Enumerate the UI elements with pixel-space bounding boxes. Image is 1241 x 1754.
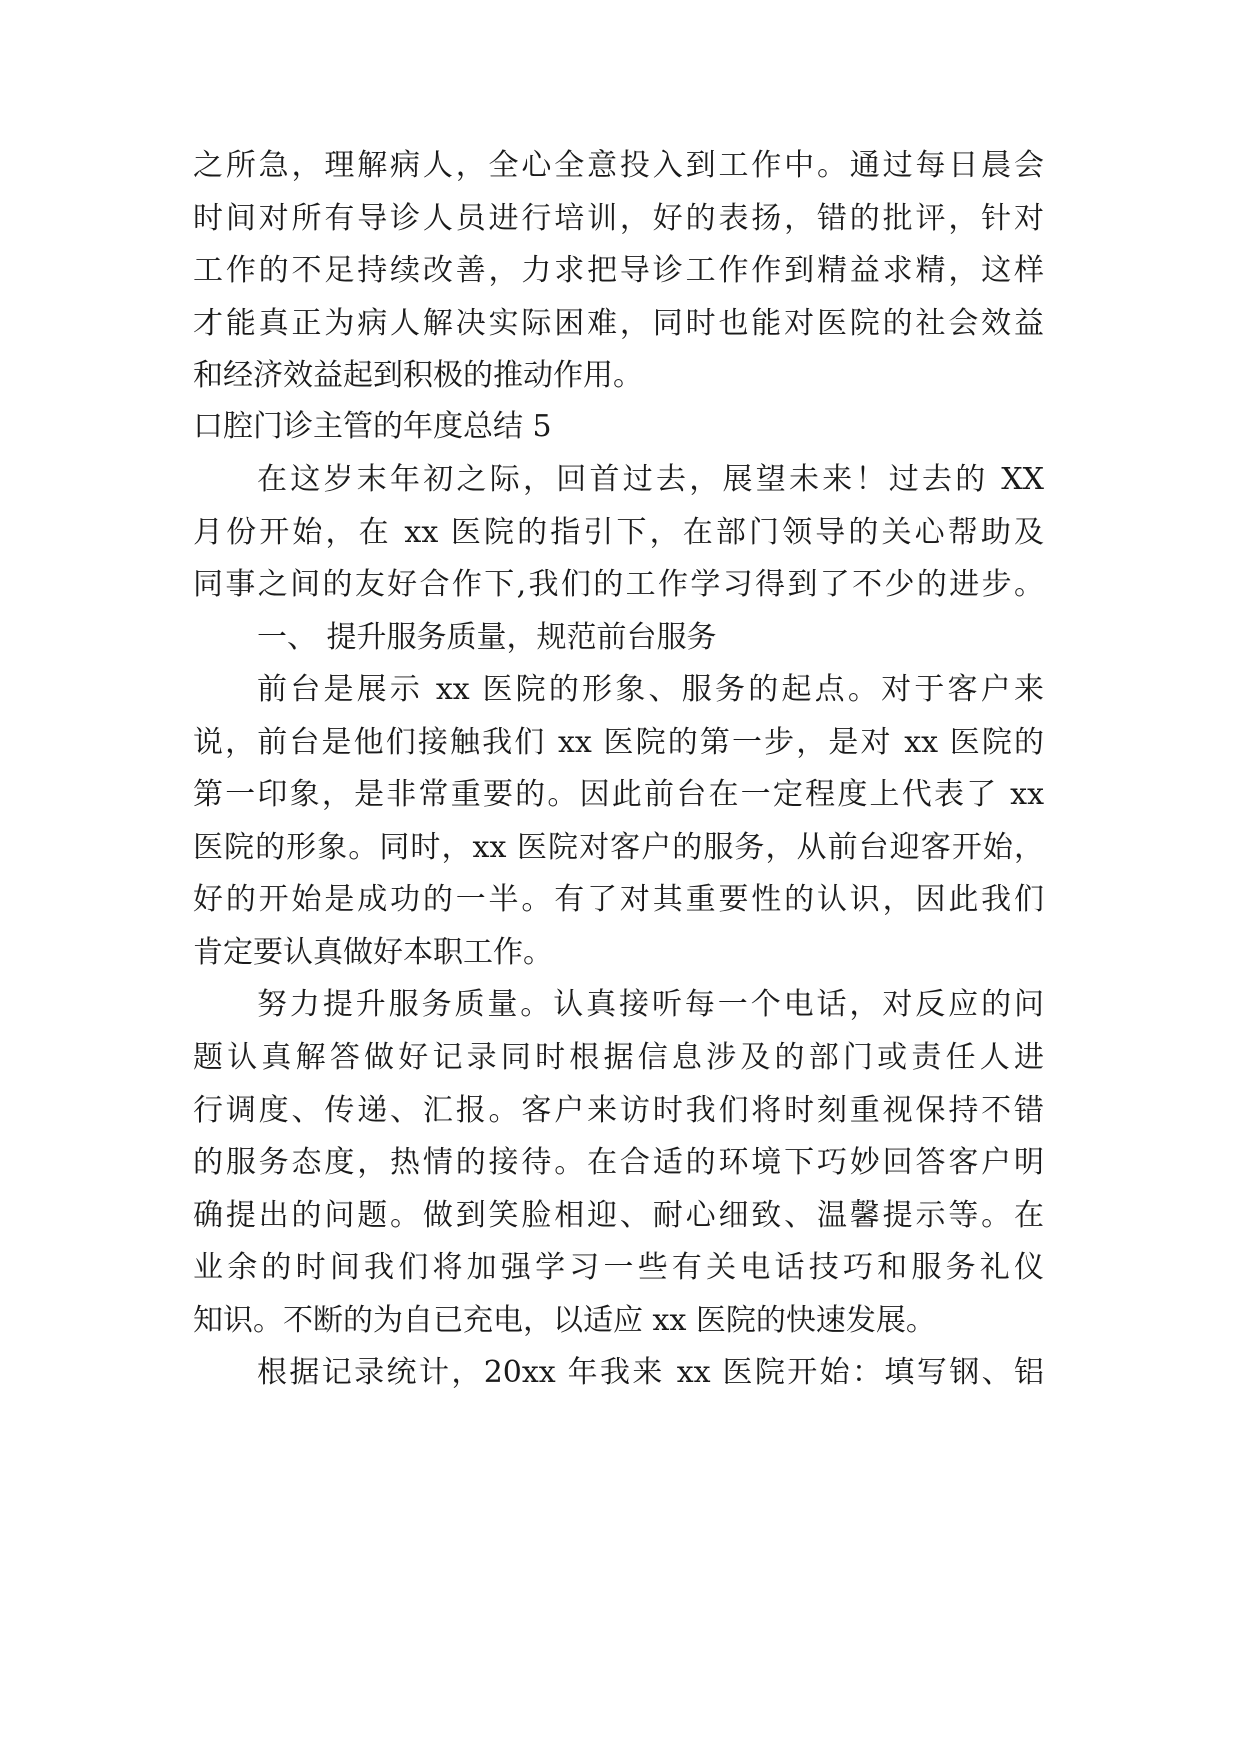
line-text: 行调度、传递、汇报。客户来访时我们将时刻重视保持不错 bbox=[193, 1093, 1044, 1128]
line-text: 在这岁末年初之际，回首过去，展望未来！过去的 XX bbox=[257, 462, 1044, 497]
line-text: 才能真正为病人解决实际困难，同时也能对医院的社会效益 bbox=[193, 306, 1044, 341]
line-text: 医院的形象。同时，xx 医院对客户的服务，从前台迎客开始， bbox=[193, 830, 1044, 865]
paragraph-line bbox=[0, 976, 1241, 1034]
line-text: 工作的不足持续改善，力求把导诊工作作到精益求精，这样 bbox=[193, 253, 1044, 288]
line-text: 之所急，理解病人，全心全意投入到工作中。通过每日晨会 bbox=[193, 148, 1044, 183]
paragraph-line bbox=[0, 1344, 1241, 1402]
paragraph-line bbox=[0, 766, 1241, 824]
paragraph-line bbox=[0, 1082, 1241, 1140]
paragraph-line bbox=[0, 1292, 1241, 1350]
line-text: 根据记录统计，20xx 年我来 xx 医院开始：填写钢、铝 bbox=[257, 1355, 1044, 1390]
line-text: 努力提升服务质量。认真接听每一个电话，对反应的问 bbox=[257, 987, 1044, 1022]
line-text: 业余的时间我们将加强学习一些有关电话技巧和服务礼仪 bbox=[193, 1250, 1044, 1285]
paragraph-line bbox=[0, 295, 1241, 353]
line-text: 肯定要认真做好本职工作。 bbox=[193, 935, 553, 970]
paragraph-line bbox=[0, 556, 1241, 614]
paragraph-line bbox=[0, 1029, 1241, 1087]
paragraph-line bbox=[0, 451, 1241, 509]
paragraph-line bbox=[0, 1134, 1241, 1192]
line-text: 好的开始是成功的一半。有了对其重要性的认识，因此我们 bbox=[193, 882, 1044, 917]
paragraph-line bbox=[0, 714, 1241, 772]
line-text: 月份开始，在 xx 医院的指引下，在部门领导的关心帮助及 bbox=[193, 515, 1044, 550]
line-text: 同事之间的友好合作下,我们的工作学习得到了不少的进步。 bbox=[193, 567, 1044, 602]
section-title-text: 口腔门诊主管的年度总结 5 bbox=[193, 409, 552, 444]
line-text: 的服务态度，热情的接待。在合适的环境下巧妙回答客户明 bbox=[193, 1145, 1044, 1180]
paragraph-line bbox=[0, 1239, 1241, 1297]
paragraph-line bbox=[0, 871, 1241, 929]
paragraph-line bbox=[0, 190, 1241, 248]
paragraph-line bbox=[0, 242, 1241, 300]
line-text: 题认真解答做好记录同时根据信息涉及的部门或责任人进 bbox=[193, 1040, 1044, 1075]
subheading bbox=[0, 609, 1241, 667]
paragraph-line bbox=[0, 819, 1241, 877]
subheading-text: 一、 提升服务质量，规范前台服务 bbox=[257, 620, 717, 655]
line-text: 前台是展示 xx 医院的形象、服务的起点。对于客户来 bbox=[257, 672, 1044, 707]
line-text: 确提出的问题。做到笑脸相迎、耐心细致、温馨提示等。在 bbox=[193, 1198, 1044, 1233]
line-text: 第一印象，是非常重要的。因此前台在一定程度上代表了 xx bbox=[193, 777, 1044, 812]
paragraph-line bbox=[0, 504, 1241, 562]
paragraph-line bbox=[0, 137, 1241, 195]
paragraph-line bbox=[0, 1187, 1241, 1245]
paragraph-line bbox=[0, 661, 1241, 719]
paragraph-line bbox=[0, 347, 1241, 405]
line-text: 说，前台是他们接触我们 xx 医院的第一步，是对 xx 医院的 bbox=[193, 725, 1044, 760]
line-text: 和经济效益起到积极的推动作用。 bbox=[193, 358, 643, 393]
section-title bbox=[0, 398, 1241, 456]
paragraph-line bbox=[0, 924, 1241, 982]
line-text: 时间对所有导诊人员进行培训，好的表扬，错的批评，针对 bbox=[193, 201, 1044, 236]
line-text: 知识。不断的为自已充电，以适应 xx 医院的快速发展。 bbox=[193, 1303, 936, 1338]
